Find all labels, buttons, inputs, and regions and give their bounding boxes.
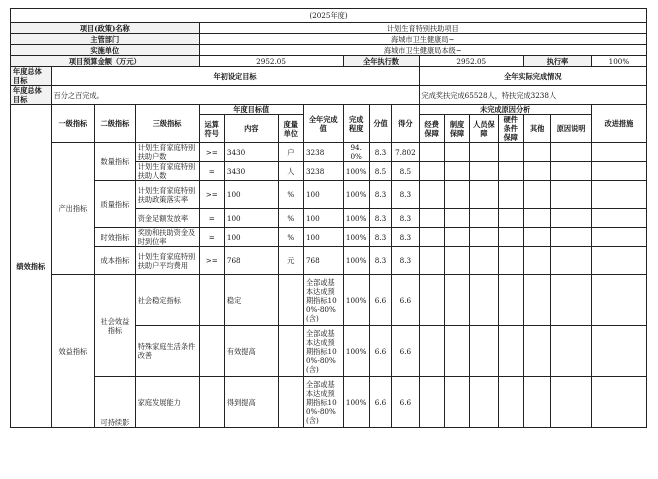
degree-cell: 100% (343, 247, 369, 275)
dept-value: 海城市卫生健康局~ (199, 34, 646, 45)
header-l2: 二级指标 (95, 105, 136, 143)
got-cell: 8.3 (392, 209, 419, 228)
l3-cell: 计划生育家庭特别扶助户平均费用 (135, 247, 199, 275)
goal-label-2: 年度总体目标 (11, 86, 52, 105)
actual-cell: 3238 (303, 143, 343, 162)
score-cell: 8.3 (369, 181, 391, 209)
header-op: 运算符号 (199, 115, 224, 143)
header-r2: 制度保障 (444, 115, 469, 143)
op-cell: = (199, 228, 224, 247)
actual-cell: 100 (303, 209, 343, 228)
header-reason: 未完成原因分析 (419, 105, 591, 115)
goal-actual-label: 全年实际完成情况 (419, 67, 646, 86)
got-cell: 8.3 (392, 181, 419, 209)
performance-table (10, 8, 647, 428)
score-cell: 6.6 (369, 377, 391, 428)
header-content: 内容 (224, 115, 278, 143)
l3-cell: 资金足额发放率 (135, 209, 199, 228)
budget-label: 项目预算金额（万元） (11, 56, 200, 67)
l2-time: 时效指标 (95, 228, 136, 247)
actual-cell: 全部或基本达成预期指标100%-80%(含) (303, 377, 343, 428)
l2-quantity: 数量指标 (95, 143, 136, 181)
effect-label: 效益指标 (51, 275, 95, 428)
header-got: 得分 (392, 105, 419, 143)
degree-cell: 100% (343, 228, 369, 247)
l3-cell: 计划生育家庭特别扶助人数 (135, 162, 199, 181)
degree-cell: 100% (343, 377, 369, 428)
actual-cell: 100 (303, 181, 343, 209)
goal-label: 年度总体目标 (11, 67, 52, 86)
got-cell: 8.3 (392, 247, 419, 275)
perf-label: 绩效指标 (11, 105, 52, 428)
header-target: 年度目标值 (199, 105, 303, 115)
op-cell: = (199, 162, 224, 181)
degree-cell: 94.0% (343, 143, 369, 162)
got-cell: 6.6 (392, 377, 419, 428)
got-cell: 8.5 (392, 162, 419, 181)
header-r4: 硬件条件保障 (498, 115, 523, 143)
project-name-label: 项目(政策)名称 (11, 23, 200, 34)
header-l1: 一级指标 (51, 105, 95, 143)
score-cell: 8.3 (369, 143, 391, 162)
header-actual: 全年完成值 (303, 105, 343, 143)
op-cell: = (199, 209, 224, 228)
l3-cell: 计划生育家庭特别扶助户数 (135, 143, 199, 162)
budget-value: 2952.05 (199, 56, 343, 67)
content-cell: 得到提高 (224, 377, 278, 428)
unit-cell: 人 (278, 162, 303, 181)
actual-cell: 全部或基本达成预期指标100%-80%(含) (303, 275, 343, 326)
got-cell: 6.6 (392, 275, 419, 326)
score-cell: 8.3 (369, 228, 391, 247)
l3-cell: 奖励和扶助资金及时到位率 (135, 228, 199, 247)
degree-cell: 100% (343, 326, 369, 377)
score-cell: 6.6 (369, 326, 391, 377)
goal-initial: 百分之百完成。 (51, 86, 419, 105)
header-r1: 经费保障 (419, 115, 444, 143)
l3-cell: 计划生育家庭特别扶助政策落实率 (135, 181, 199, 209)
header-improve: 改进措施 (591, 105, 646, 143)
rate-label: 执行率 (523, 56, 591, 67)
goal-actual: 完成奖扶完成65528人，特扶完成3238人 (419, 86, 646, 105)
unit-cell: % (278, 228, 303, 247)
content-cell: 稳定 (224, 275, 278, 326)
rate-value: 100% (591, 56, 646, 67)
got-cell: 8.3 (392, 228, 419, 247)
op-cell: >= (199, 143, 224, 162)
header-score: 分值 (369, 105, 391, 143)
score-cell: 8.3 (369, 247, 391, 275)
dept-label: 主管部门 (11, 34, 200, 45)
content-cell: 100 (224, 209, 278, 228)
impl-value: 海城市卫生健康局本级~ (199, 45, 646, 56)
header-r3: 人员保障 (470, 115, 498, 143)
op-cell: >= (199, 181, 224, 209)
unit-cell: 元 (278, 247, 303, 275)
content-cell: 768 (224, 247, 278, 275)
content-cell: 100 (224, 228, 278, 247)
l3-cell: 社会稳定指标 (135, 275, 199, 326)
goal-initial-label: 年初设定目标 (51, 67, 419, 86)
header-r5: 其他 (523, 115, 550, 143)
actual-cell: 768 (303, 247, 343, 275)
degree-cell: 100% (343, 209, 369, 228)
l2-sustain: 可持续影 (95, 377, 136, 428)
actual-cell: 100 (303, 228, 343, 247)
l2-quality: 质量指标 (95, 181, 136, 228)
degree-cell: 100% (343, 181, 369, 209)
unit-cell: 户 (278, 143, 303, 162)
l2-social: 社会效益指标 (95, 275, 136, 377)
got-cell: 7.802 (392, 143, 419, 162)
header-l3: 三级指标 (135, 105, 199, 143)
exec-label: 全年执行数 (343, 56, 419, 67)
l3-cell: 家庭发展能力 (135, 377, 199, 428)
content-cell: 100 (224, 181, 278, 209)
score-cell: 8.5 (369, 162, 391, 181)
project-name: 计划生育特别扶助项目 (199, 23, 646, 34)
content-cell: 3430 (224, 143, 278, 162)
op-cell: >= (199, 247, 224, 275)
score-cell: 6.6 (369, 275, 391, 326)
table-title: (2025年度) (11, 9, 647, 23)
got-cell: 6.6 (392, 326, 419, 377)
header-unit: 度量单位 (278, 115, 303, 143)
unit-cell: % (278, 209, 303, 228)
actual-cell: 全部或基本达成预期指标100%-80%(含) (303, 326, 343, 377)
content-cell: 有效提高 (224, 326, 278, 377)
header-r6: 原因说明 (551, 115, 592, 143)
degree-cell: 100% (343, 162, 369, 181)
degree-cell: 100% (343, 275, 369, 326)
content-cell: 3430 (224, 162, 278, 181)
actual-cell: 3238 (303, 162, 343, 181)
l3-cell: 特殊家庭生活条件改善 (135, 326, 199, 377)
header-degree: 完成程度 (343, 105, 369, 143)
impl-label: 实施单位 (11, 45, 200, 56)
exec-value: 2952.05 (419, 56, 523, 67)
l2-cost: 成本指标 (95, 247, 136, 275)
score-cell: 8.3 (369, 209, 391, 228)
output-label: 产出指标 (51, 143, 95, 275)
unit-cell: % (278, 181, 303, 209)
